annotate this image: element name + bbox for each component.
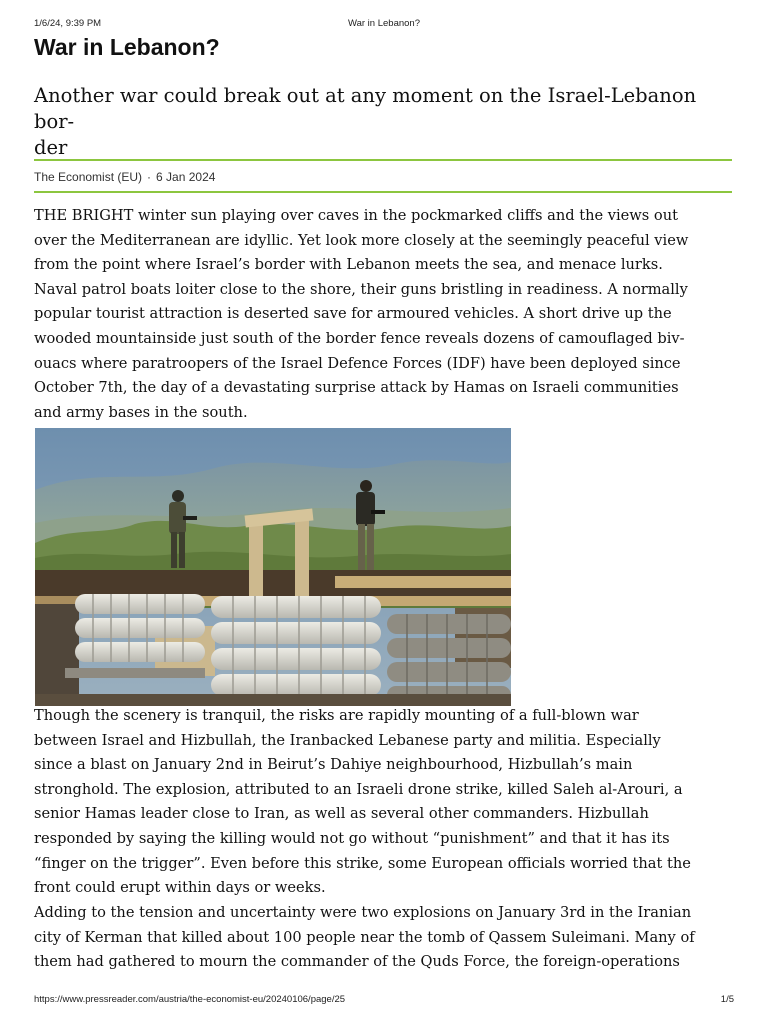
text-line: THE BRIGHT winter sun playing over caves in the pockmarked cliffs and the views out (34, 207, 678, 224)
text-line: and army bases in the south. (34, 403, 248, 421)
text-line: front could erupt within days or weeks. (34, 879, 326, 897)
subtitle-line: Another war could break out at any moment on the Israel-Lebanon bor- (34, 84, 697, 133)
article-subtitle (34, 83, 734, 161)
text-line: wooded mountainside just south of the border fence reveals dozens of camouflaged biv- (34, 329, 685, 347)
text-line: since a blast on January 2nd in Beirut’s Dahiye neighbourhood, Hizbullah’s main (34, 756, 633, 774)
publication-name: The Economist (EU) (34, 170, 143, 184)
print-footer (34, 994, 734, 1006)
article-byline (34, 170, 215, 184)
text-line: Naval patrol boats loiter close to the shore, their guns bristling in readiness. A normally (34, 280, 688, 298)
text-line: Adding to the tension and uncertainty were two explosions on January 3rd in the Iranian (34, 904, 692, 921)
paragraph-3 (34, 901, 734, 975)
text-line: ouacs where paratroopers of the Israel Defence Forces (IDF) have been deployed since (34, 354, 681, 372)
page-number: 1/5 (720, 994, 734, 1005)
byline-separator: · (147, 170, 152, 184)
text-line: stronghold. The explosion, attributed to an Israeli drone strike, killed Saleh al-Arouri, a (34, 780, 683, 798)
text-line: popular tourist attraction is deserted save for armoured vehicles. A short drive up the (34, 305, 672, 323)
top-divider (34, 159, 732, 161)
publication-date: 6 Jan 2024 (156, 170, 216, 184)
article-photo (35, 428, 511, 706)
source-url[interactable]: https://www.pressreader.com/austria/the-economist-eu/20240106/page/25 (34, 994, 346, 1005)
text-line: “finger on the trigger”. Even before this strike, some European officials worried that the (34, 854, 691, 872)
paragraph-2 (34, 704, 734, 901)
text-line: October 7th, the day of a devastating surprise attack by Hamas on Israeli communities (34, 379, 679, 397)
text-line: from the point where Israel’s border with Lebanon meets the sea, and menace lurks. (34, 256, 663, 274)
print-datetime: 1/6/24, 9:39 PM (34, 18, 102, 29)
subtitle-line: der (34, 136, 68, 159)
bottom-divider (34, 191, 732, 193)
text-line: senior Hamas leader close to Iran, as well as several other commanders. Hizbullah (34, 805, 649, 823)
text-line: them had gathered to mourn the commander of the Quds Force, the foreign-operations (34, 953, 680, 971)
text-line: between Israel and Hizbullah, the Iranbacked Lebanese party and militia. Especially (34, 731, 661, 749)
text-line: over the Mediterranean are idyllic. Yet look more closely at the seemingly peaceful view (34, 231, 689, 249)
paragraph-1 (34, 204, 734, 425)
text-line: city of Kerman that killed about 100 people near the tomb of Qassem Suleimani. Many of (34, 928, 695, 946)
text-line: Though the scenery is tranquil, the risks are rapidly mounting of a full-blown war (34, 707, 639, 724)
text-line: responded by saying the killing would not go without “punishment” and that it has its (34, 829, 670, 847)
print-page-title: War in Lebanon? (347, 18, 420, 29)
print-header (34, 18, 734, 30)
article-title: War in Lebanon? (34, 34, 220, 60)
